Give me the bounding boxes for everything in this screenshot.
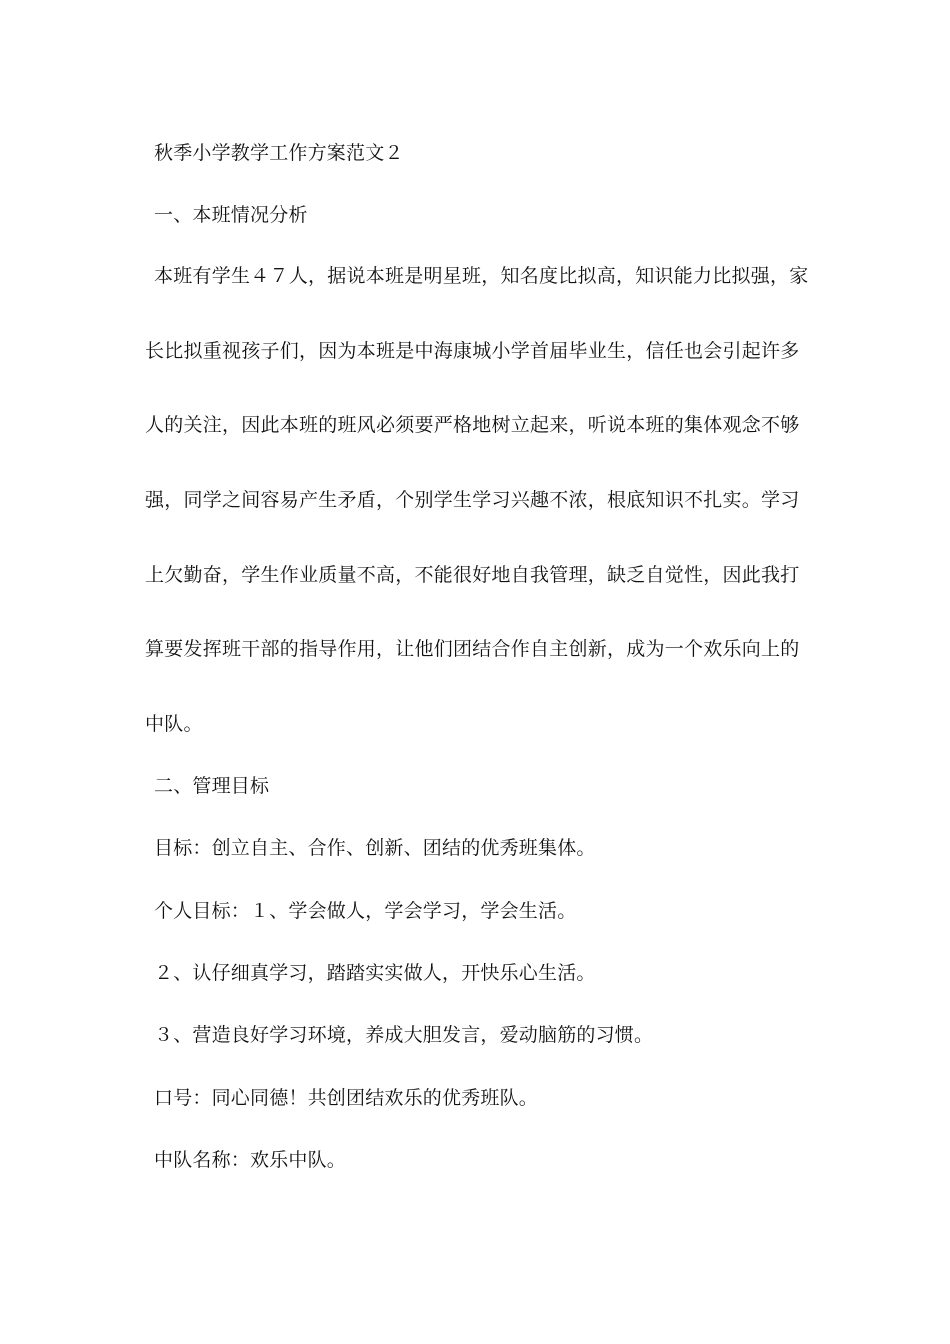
section-heading-class-analysis: 一、本班情况分析 [154,204,308,226]
paragraph-line: 中队。 [145,713,203,735]
personal-goal-2: ２、认仔细真学习，踏踏实实做人，开快乐心生活。 [154,962,596,984]
paragraph-line: 上欠勤奋，学生作业质量不高，不能很好地自我管理，缺乏自觉性，因此我打 [145,564,800,586]
paragraph-line: 长比拟重视孩子们，因为本班是中海康城小学首届毕业生，信任也会引起许多 [145,340,800,362]
paragraph-line: 本班有学生４７人，据说本班是明星班，知名度比拟高，知识能力比拟强，家 [154,265,809,287]
document-title: 秋季小学教学工作方案范文２ [154,142,404,164]
squad-name-text: 中队名称：欢乐中队。 [154,1149,347,1171]
personal-goal-3: ３、营造良好学习环境，养成大胆发言，爱动脑筋的习惯。 [154,1024,654,1046]
goal-text: 目标：创立自主、合作、创新、团结的优秀班集体。 [154,837,596,859]
personal-goal-1: 个人目标：１、学会做人，学会学习，学会生活。 [154,900,577,922]
paragraph-line: 强，同学之间容易产生矛盾，个别学生学习兴趣不浓，根底知识不扎实。学习 [145,489,800,511]
paragraph-line: 算要发挥班干部的指导作用，让他们团结合作自主创新，成为一个欢乐向上的 [145,638,800,660]
paragraph-line: 人的关注，因此本班的班风必须要严格地树立起来，听说本班的集体观念不够 [145,414,800,436]
section-heading-management-goals: 二、管理目标 [154,775,270,797]
slogan-text: 口号：同心同德！共创团结欢乐的优秀班队。 [154,1087,539,1109]
